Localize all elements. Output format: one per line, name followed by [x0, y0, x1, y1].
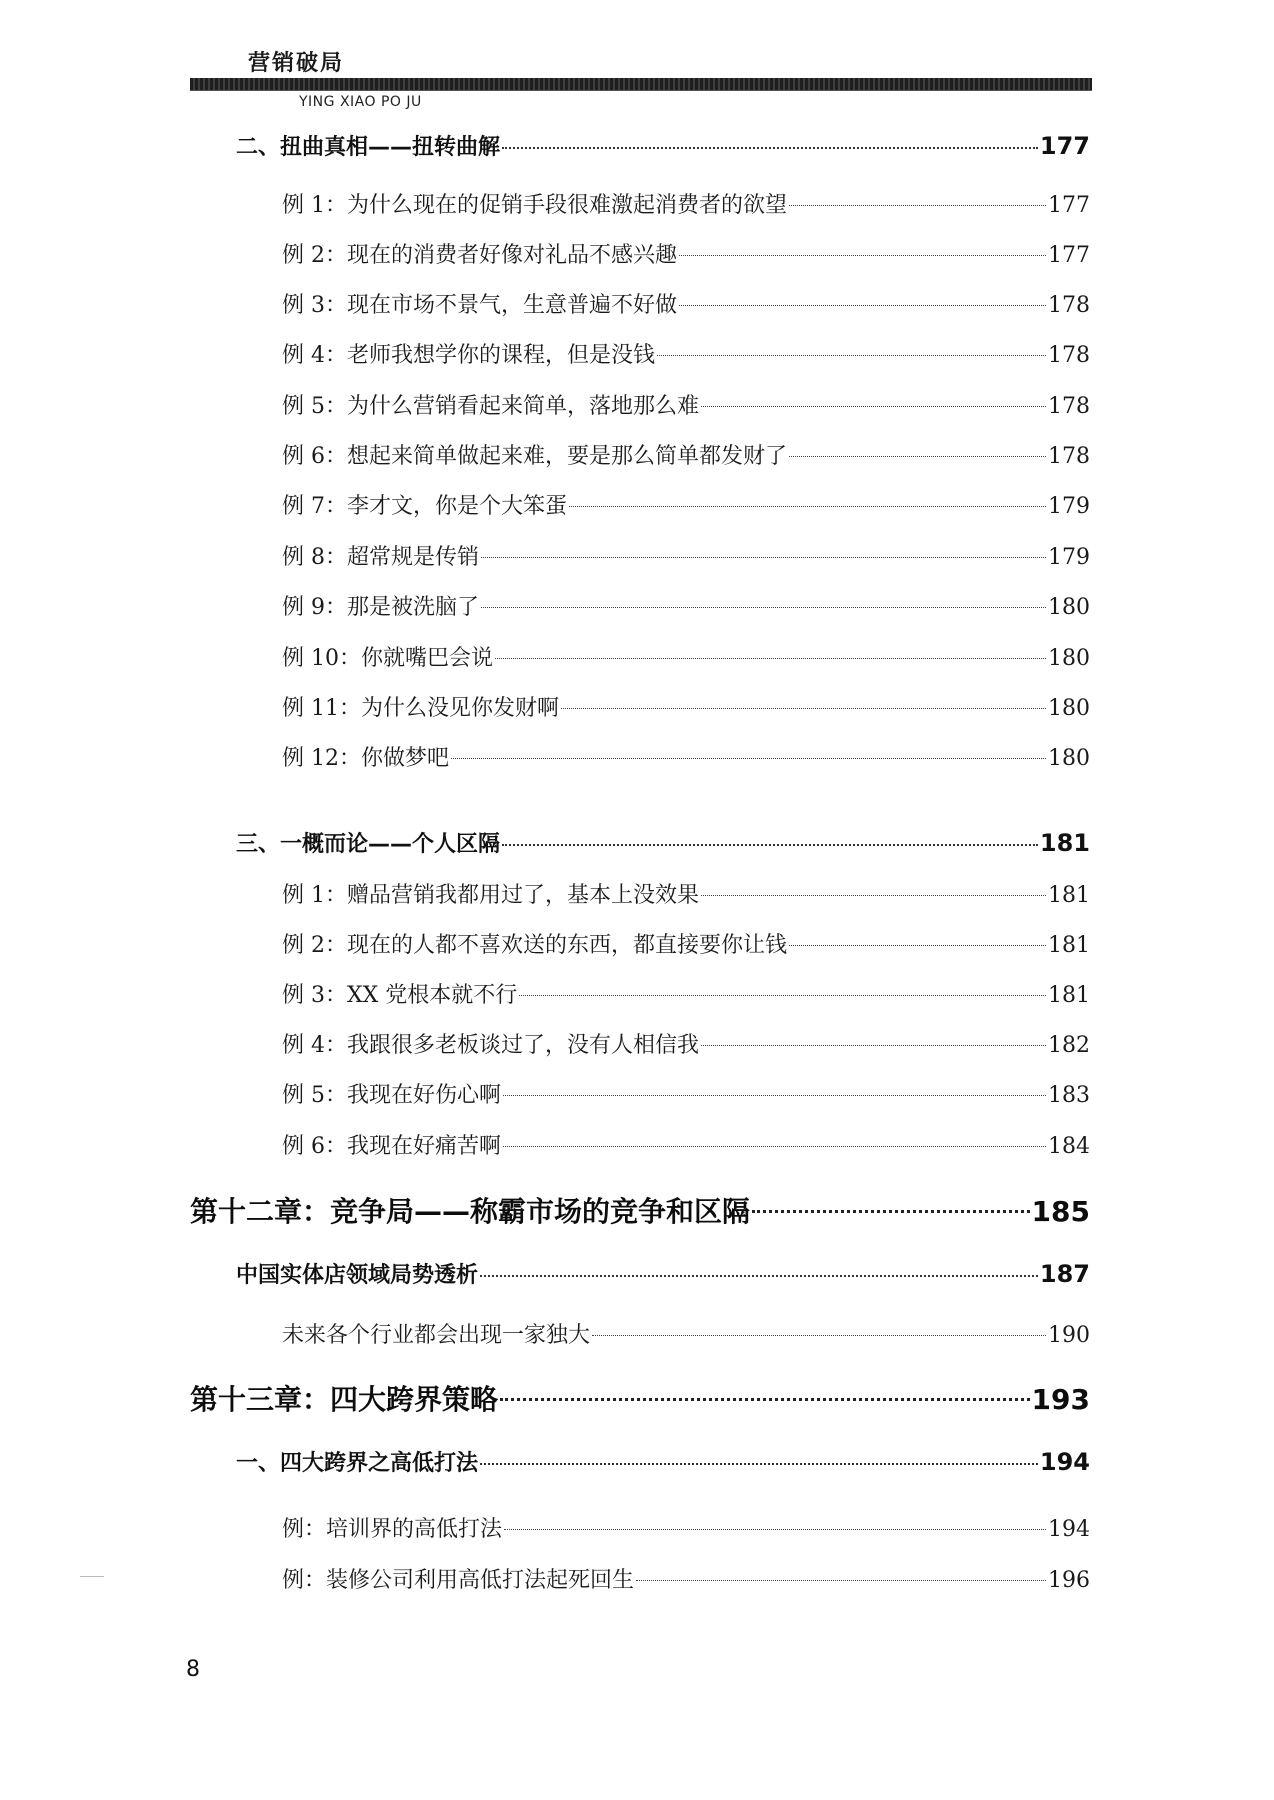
toc-entry — [282, 978, 1090, 1009]
dot-leader — [502, 844, 1038, 846]
margin-mark — [80, 1576, 104, 1577]
toc-page-number: 181 — [1048, 983, 1090, 1008]
toc-entry — [282, 641, 1090, 672]
toc-label: 例 2：现在的人都不喜欢送的东西，都直接要你让钱 — [282, 933, 787, 958]
toc-page-number: 190 — [1048, 1323, 1090, 1348]
toc-entry — [282, 878, 1090, 909]
toc-label: 例 6：想起来简单做起来难，要是那么简单都发财了 — [282, 444, 787, 469]
toc-entry — [282, 188, 1090, 219]
dot-leader — [561, 708, 1046, 709]
toc-label: 一、四大跨界之高低打法 — [236, 1451, 479, 1476]
book-title-pinyin: YING XIAO PO JU — [299, 94, 422, 110]
toc-page-number: 184 — [1048, 1134, 1090, 1159]
dot-leader — [679, 305, 1046, 306]
toc-entry — [282, 288, 1090, 319]
toc-page-number: 196 — [1048, 1568, 1090, 1593]
dot-leader — [480, 1275, 1038, 1277]
dot-leader — [495, 658, 1046, 659]
dot-leader — [503, 1146, 1046, 1147]
toc-label: 例 8：超常规是传销 — [282, 545, 479, 570]
toc-section — [236, 1446, 1090, 1477]
dot-leader — [752, 1210, 1030, 1213]
toc-page-number: 187 — [1039, 1260, 1090, 1288]
toc-label: 例 4：我跟很多老板谈过了，没有人相信我 — [282, 1033, 699, 1058]
toc-page-number: 182 — [1048, 1033, 1090, 1058]
toc-label: 中国实体店领域局势透析 — [236, 1263, 479, 1288]
toc-label: 例 10：你就嘴巴会说 — [282, 646, 493, 671]
toc-page-number: 177 — [1048, 243, 1090, 268]
toc-label: 例 1：赠品营销我都用过了，基本上没效果 — [282, 883, 699, 908]
dot-leader — [481, 557, 1046, 558]
toc-page-number: 180 — [1048, 646, 1090, 671]
toc-label: 二、扭曲真相——扭转曲解 — [236, 135, 501, 160]
toc-page-number: 194 — [1039, 1448, 1090, 1476]
toc-page-number: 180 — [1048, 746, 1090, 771]
toc-page-number: 181 — [1039, 829, 1090, 857]
toc-chapter — [190, 1190, 1090, 1230]
toc-entry — [282, 1129, 1090, 1160]
toc-label: 第十二章：竞争局——称霸市场的竞争和区隔 — [190, 1195, 751, 1228]
toc-section — [236, 130, 1090, 161]
toc-label: 未来各个行业都会出现一家独大 — [282, 1323, 591, 1348]
toc-label: 例 6：我现在好痛苦啊 — [282, 1134, 501, 1159]
toc-entry — [282, 1512, 1090, 1543]
toc-page-number: 178 — [1048, 394, 1090, 419]
toc-page-number: 181 — [1048, 933, 1090, 958]
dot-leader — [451, 758, 1046, 759]
toc-label: 例：装修公司利用高低打法起死回生 — [282, 1568, 635, 1593]
toc-label: 例 7：李才文，你是个大笨蛋 — [282, 494, 567, 519]
toc-entry — [282, 338, 1090, 369]
toc-entry — [282, 928, 1090, 959]
toc-page-number: 185 — [1031, 1195, 1090, 1228]
toc-label: 例 11：为什么没见你发财啊 — [282, 696, 559, 721]
toc-entry — [282, 1563, 1090, 1594]
toc-label: 第十三章：四大跨界策略 — [190, 1383, 499, 1416]
toc-page-number: 183 — [1048, 1083, 1090, 1108]
toc-page-number: 193 — [1031, 1383, 1090, 1416]
toc-label: 三、一概而论——个人区隔 — [236, 832, 501, 857]
toc-label: 例 5：我现在好伤心啊 — [282, 1083, 501, 1108]
toc-entry — [282, 741, 1090, 772]
toc-page-number: 178 — [1048, 293, 1090, 318]
toc-page-number: 180 — [1048, 696, 1090, 721]
toc-entry — [282, 238, 1090, 269]
book-title: 营销破局 — [248, 51, 345, 76]
toc-entry — [282, 1318, 1090, 1349]
dot-leader — [701, 406, 1046, 407]
dot-leader — [503, 1095, 1046, 1096]
toc-label: 例 2：现在的消费者好像对礼品不感兴趣 — [282, 243, 677, 268]
toc-page-number: 181 — [1048, 883, 1090, 908]
toc-page-number: 177 — [1039, 132, 1090, 160]
dot-leader — [657, 355, 1046, 356]
toc-entry — [282, 691, 1090, 722]
dot-leader — [569, 506, 1046, 507]
toc-label: 例 3：XX 党根本就不行 — [282, 983, 518, 1008]
toc-page-number: 179 — [1048, 494, 1090, 519]
dot-leader — [679, 255, 1046, 256]
toc-page-number: 179 — [1048, 545, 1090, 570]
toc-page-number: 178 — [1048, 444, 1090, 469]
dot-leader — [789, 205, 1046, 206]
dot-leader — [502, 147, 1038, 149]
toc-section — [236, 1258, 1090, 1289]
toc-chapter — [190, 1378, 1090, 1418]
toc-label: 例 12：你做梦吧 — [282, 746, 449, 771]
dot-leader — [480, 1463, 1038, 1465]
toc-page-number: 178 — [1048, 343, 1090, 368]
toc-entry — [282, 1078, 1090, 1109]
toc-entry — [282, 1028, 1090, 1059]
toc-entry — [282, 439, 1090, 470]
toc-entry — [282, 540, 1090, 571]
dot-leader — [701, 1045, 1046, 1046]
toc-page-number: 180 — [1048, 595, 1090, 620]
toc-entry — [282, 489, 1090, 520]
dot-leader — [592, 1335, 1046, 1336]
toc-label: 例 9：那是被洗脑了 — [282, 595, 479, 620]
dot-leader — [636, 1580, 1046, 1581]
toc-page-number: 194 — [1048, 1517, 1090, 1542]
dot-leader — [504, 1529, 1046, 1530]
toc-entry — [282, 389, 1090, 420]
toc-page-number: 177 — [1048, 193, 1090, 218]
toc-label: 例 1：为什么现在的促销手段很难激起消费者的欲望 — [282, 193, 787, 218]
toc-entry — [282, 590, 1090, 621]
dot-leader — [789, 456, 1046, 457]
dot-leader — [701, 895, 1046, 896]
dot-leader — [481, 607, 1046, 608]
dot-leader — [500, 1398, 1030, 1401]
toc-label: 例：培训界的高低打法 — [282, 1517, 503, 1542]
toc-label: 例 4：老师我想学你的课程，但是没钱 — [282, 343, 655, 368]
dot-leader — [519, 995, 1046, 996]
toc-section — [236, 827, 1090, 858]
toc-label: 例 3：现在市场不景气，生意普遍不好做 — [282, 293, 677, 318]
dot-leader — [789, 945, 1046, 946]
page-number: 8 — [186, 1657, 200, 1682]
toc-label: 例 5：为什么营销看起来简单，落地那么难 — [282, 394, 699, 419]
